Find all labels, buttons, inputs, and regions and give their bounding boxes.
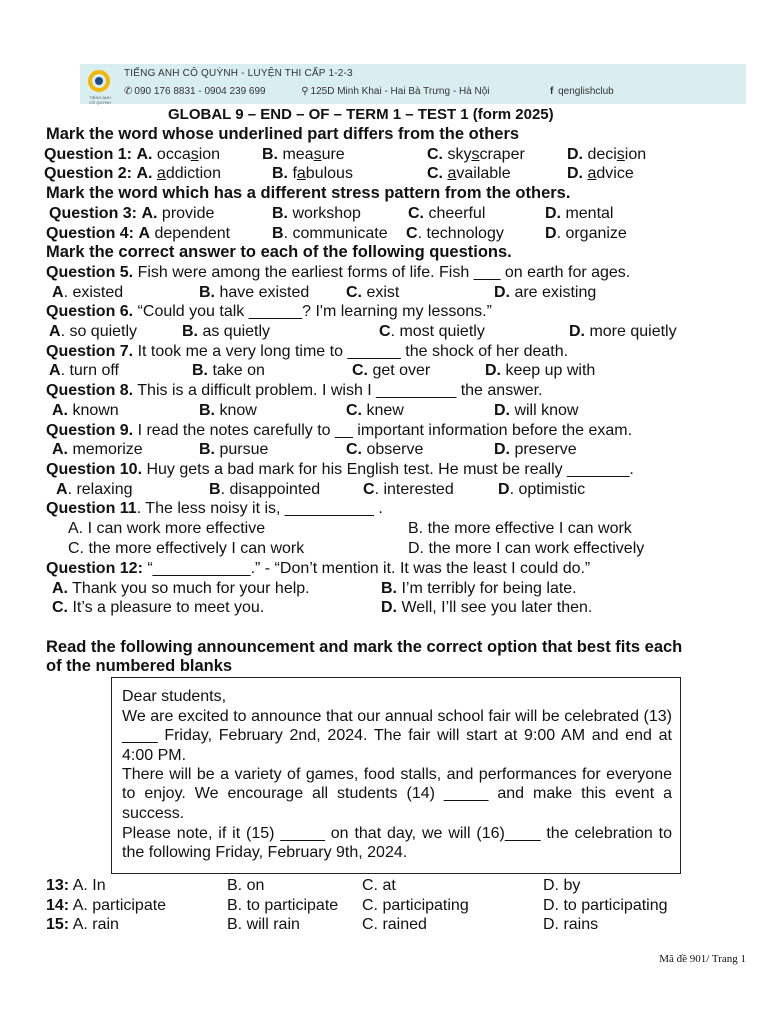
announcement-greeting: Dear students, (122, 688, 227, 705)
q14-option-b: B. to participate (227, 897, 339, 914)
option-text: . disappointed (220, 481, 321, 498)
question-6 (46, 302, 492, 321)
option-letter: A (49, 362, 61, 379)
question-label: Question 6. (46, 303, 134, 320)
q7-option-b (192, 361, 265, 380)
q8-option-b (199, 401, 257, 420)
logo-caption: TIẾNG ANH CÔ QUỲNH (89, 95, 111, 105)
underlined-part: a (156, 165, 166, 182)
option-text: f (288, 165, 297, 182)
page-footer: Mã đề 901/ Trang 1 (659, 953, 746, 965)
q6-option-d (569, 322, 677, 341)
q6-option-b (182, 322, 270, 341)
q10-option-a (56, 480, 132, 499)
option-letter: D. (567, 165, 583, 182)
option-text: craper (479, 146, 525, 163)
q12-option-b (381, 579, 577, 598)
question-label: Question 2: (44, 165, 133, 182)
question-label: Question 3: (49, 205, 138, 222)
facebook (550, 86, 614, 97)
option-text: will know (510, 402, 579, 419)
q2-option-b (272, 164, 353, 183)
q6-option-c (379, 322, 485, 341)
option-text: exist (362, 284, 400, 301)
q1-option-b (262, 145, 345, 164)
q8-option-c (346, 401, 404, 420)
q4-option-b (272, 224, 388, 243)
option-letter: A (56, 481, 68, 498)
q7-option-d (485, 361, 595, 380)
question-label: 15: (46, 916, 70, 933)
announcement-para-1: We are excited to announce that our annual school fair will be celebrated (13) ____ Friday, February 2nd, 2024. The fair will start at 9:00 AM and end at 4:00 PM. (122, 708, 672, 764)
question-12 (46, 559, 590, 578)
option-text: ure (321, 146, 345, 163)
underlined-part: s (471, 146, 480, 163)
q10-option-c (363, 480, 454, 499)
option-letter: C. (408, 205, 424, 222)
header-banner (80, 64, 746, 104)
q2-option-c (427, 164, 511, 183)
section-heading-2: Mark the word which has a different stress pattern from the others. (46, 184, 571, 202)
question-13 (46, 876, 106, 895)
option-text: dvice (596, 165, 634, 182)
option-letter: A. (52, 402, 68, 419)
phone-icon: ✆ (124, 86, 133, 97)
option-letter: B. (199, 441, 215, 458)
q9-option-c (346, 440, 423, 459)
option-text: A. rain (69, 916, 119, 933)
facebook-handle: qenglishclub (558, 86, 614, 97)
option-text: pursue (215, 441, 269, 458)
logo-dot-icon (95, 77, 103, 85)
option-letter: C. (427, 146, 443, 163)
q7-option-c (352, 361, 430, 380)
question-label: Question 5. (46, 264, 134, 281)
q4-option-d (545, 224, 627, 243)
question-label: 13: (46, 877, 70, 894)
option-letter: D. (494, 441, 510, 458)
option-letter: D. (485, 362, 501, 379)
option-text: get over (368, 362, 431, 379)
question-9 (46, 421, 632, 440)
question-3 (49, 204, 214, 223)
option-text: provide (157, 205, 215, 222)
q9-option-a (52, 440, 143, 459)
option-letter: D (498, 481, 510, 498)
announcement-para-2: There will be a variety of games, food stalls, and performances for everyone to enjoy. We encourage all students (14) _____ and make this event a success. (122, 766, 672, 822)
option-text: A. In (69, 877, 106, 894)
option-text: have existed (215, 284, 310, 301)
option-letter: B. (199, 402, 215, 419)
question-label: Question 4: (46, 225, 135, 242)
q2-option-d (567, 164, 634, 183)
option-letter: A (49, 323, 61, 340)
option-letter: D (545, 225, 557, 242)
question-label: Question 12: (46, 560, 143, 577)
location-pin-icon: ⚲ (301, 86, 309, 97)
option-text: more quietly (585, 323, 677, 340)
question-label: Question 8. (46, 382, 134, 399)
underlined-part: a (587, 165, 597, 182)
option-letter: B. (272, 205, 288, 222)
option-letter: A. (136, 165, 153, 182)
q12-option-d (381, 598, 592, 617)
page-title: GLOBAL 9 – END – OF – TERM 1 – TEST 1 (form 2025) (168, 106, 554, 123)
option-letter: C. (52, 599, 68, 616)
option-text: ion (198, 146, 221, 163)
q13-option-b: B. on (227, 877, 265, 894)
option-text: . optimistic (509, 481, 586, 498)
option-text: occa (152, 146, 191, 163)
option-letter: C. (352, 362, 368, 379)
question-7 (46, 342, 568, 361)
option-letter: A (52, 284, 64, 301)
option-text: Well, I’ll see you later then. (397, 599, 593, 616)
option-text: memorize (68, 441, 143, 458)
question-11 (46, 499, 383, 518)
option-text: . communicate (283, 225, 388, 242)
q12-option-c (52, 598, 264, 617)
option-text: observe (362, 441, 424, 458)
question-15 (46, 915, 119, 934)
option-text: It’s a pleasure to meet you. (68, 599, 265, 616)
question-label: Question 9. (46, 422, 134, 439)
q15-option-b: B. will rain (227, 916, 300, 933)
address: 125D Minh Khai - Hai Bà Trưng - Hà Nội (310, 86, 490, 97)
option-letter: B. (381, 580, 397, 597)
question-4 (46, 224, 230, 243)
section-heading-4-cont: of the numbered blanks (46, 657, 233, 675)
q7-option-a (49, 361, 119, 380)
q11-option-a: A. I can work more effective (68, 520, 266, 537)
option-text: . existed (63, 284, 124, 301)
option-letter: C. (346, 402, 362, 419)
question-text: This is a difficult problem. I wish I _________ the answer. (133, 382, 543, 399)
option-text: knew (362, 402, 404, 419)
q1-option-d (567, 145, 646, 164)
question-label: Question 1: (44, 146, 133, 163)
option-letter: D. (567, 146, 583, 163)
option-letter: C. (346, 284, 362, 301)
phone-number: 090 176 8831 - 0904 239 699 (134, 86, 266, 97)
q15-option-d: D. rains (543, 916, 599, 933)
option-letter: C (406, 225, 418, 242)
option-text: ddiction (165, 165, 221, 182)
q1-option-c (427, 145, 525, 164)
q8-option-d (494, 401, 578, 420)
option-text: as quietly (198, 323, 271, 340)
option-letter: A. (141, 205, 158, 222)
q11-option-b: B. the more effective I can work (408, 520, 632, 537)
question-14 (46, 896, 166, 915)
question-text: . The less noisy it is, __________ . (136, 500, 383, 517)
option-text: take on (208, 362, 265, 379)
question-label: Question 10. (46, 461, 143, 478)
contact-line (124, 86, 490, 97)
underlined-part: s (616, 146, 625, 163)
q13-option-d: D. by (543, 877, 581, 894)
option-text: Thank you so much for your help. (68, 580, 310, 597)
underlined-part: s (190, 146, 199, 163)
option-text: . most quietly (390, 323, 485, 340)
option-text: vailable (456, 165, 511, 182)
q14-option-c: C. participating (362, 897, 469, 914)
question-text: Fish were among the earliest forms of life. Fish ___ on earth for ages. (133, 264, 631, 281)
section-heading-3: Mark the correct answer to each of the following questions. (46, 243, 512, 261)
option-letter: B. (262, 146, 278, 163)
q10-option-d (498, 480, 585, 499)
q11-option-c: C. the more effectively I can work (68, 540, 305, 557)
option-letter: B (272, 225, 284, 242)
center-name: TIẾNG ANH CÔ QUỲNH - LUYỆN THI CẤP 1-2-3 (124, 68, 353, 79)
q5-option-c (346, 283, 399, 302)
option-text: mea (278, 146, 314, 163)
option-letter: A (138, 225, 151, 242)
option-letter: B. (199, 284, 215, 301)
q9-option-b (199, 440, 268, 459)
option-text: . turn off (60, 362, 119, 379)
option-letter: D. (494, 284, 510, 301)
q3-option-c (408, 204, 485, 223)
option-text: are existing (510, 284, 597, 301)
option-text: know (215, 402, 257, 419)
underlined-part: a (447, 165, 457, 182)
question-text: I read the notes carefully to __ important information before the exam. (133, 422, 633, 439)
option-letter: C (363, 481, 375, 498)
q3-option-d (545, 204, 613, 223)
q10-option-b (209, 480, 320, 499)
option-letter: B (209, 481, 221, 498)
option-letter: D. (494, 402, 510, 419)
option-letter: B. (192, 362, 208, 379)
option-letter: A. (52, 580, 68, 597)
q9-option-d (494, 440, 577, 459)
question-10 (46, 460, 634, 479)
question-label: 14: (46, 897, 70, 914)
option-text: preserve (510, 441, 577, 458)
question-label: Question 11 (46, 500, 137, 517)
option-text: mental (561, 205, 614, 222)
question-text: “___________.” - “Don’t mention it. It was the least I could do.” (142, 560, 591, 577)
question-8 (46, 381, 543, 400)
option-text: . technology (417, 225, 504, 242)
q14-option-d: D. to participating (543, 897, 668, 914)
section-heading-1: Mark the word whose underlined part differs from the others (46, 125, 520, 143)
q5-option-b (199, 283, 309, 302)
option-text: I’m terribly for being late. (397, 580, 577, 597)
q8-option-a (52, 401, 119, 420)
option-text: . interested (374, 481, 454, 498)
question-text: Huy gets a bad mark for his English test. He must be really _______. (142, 461, 634, 478)
announcement-box (111, 677, 681, 874)
option-letter: C. (427, 165, 443, 182)
option-text: dependent (150, 225, 231, 242)
underlined-part: s (313, 146, 322, 163)
option-text: workshop (288, 205, 361, 222)
option-letter: B. (272, 165, 288, 182)
option-text: ion (624, 146, 647, 163)
option-text: known (68, 402, 119, 419)
question-label: Question 7. (46, 343, 134, 360)
option-text: . relaxing (67, 481, 133, 498)
underlined-part: a (296, 165, 306, 182)
option-text: A. participate (69, 897, 167, 914)
option-letter: C (379, 323, 391, 340)
option-letter: D. (569, 323, 585, 340)
option-text: keep up with (501, 362, 596, 379)
q11-option-d: D. the more I can work effectively (408, 540, 645, 557)
option-text: bulous (305, 165, 353, 182)
logo (86, 68, 114, 105)
q13-option-c: C. at (362, 877, 396, 894)
q15-option-c: C. rained (362, 916, 427, 933)
option-text: cheerful (424, 205, 486, 222)
section-heading-4: Read the following announcement and mark the correct option that best fits each (46, 638, 683, 656)
option-letter: C. (346, 441, 362, 458)
q4-option-c (406, 224, 504, 243)
option-letter: B. (182, 323, 198, 340)
option-text: sky (443, 146, 472, 163)
q3-option-b (272, 204, 361, 223)
q12-option-a (52, 579, 310, 598)
q5-option-a (52, 283, 123, 302)
facebook-icon: f (550, 86, 554, 97)
q6-option-a (49, 322, 137, 341)
question-1 (44, 145, 220, 164)
question-5 (46, 263, 630, 282)
option-letter: D. (545, 205, 561, 222)
option-letter: A. (52, 441, 68, 458)
q5-option-d (494, 283, 596, 302)
option-text: . organize (556, 225, 627, 242)
question-text: It took me a very long time to ______ the shock of her death. (133, 343, 569, 360)
option-letter: A. (136, 146, 153, 163)
option-text: . so quietly (60, 323, 138, 340)
question-2 (44, 164, 221, 183)
announcement-para-3: Please note, if it (15) _____ on that day, we will (16)____ the celebration to the following Friday, February 9th, 2024. (122, 825, 672, 862)
question-text: “Could you talk ______? I'm learning my lessons.” (133, 303, 492, 320)
option-letter: D. (381, 599, 397, 616)
option-text: deci (583, 146, 617, 163)
